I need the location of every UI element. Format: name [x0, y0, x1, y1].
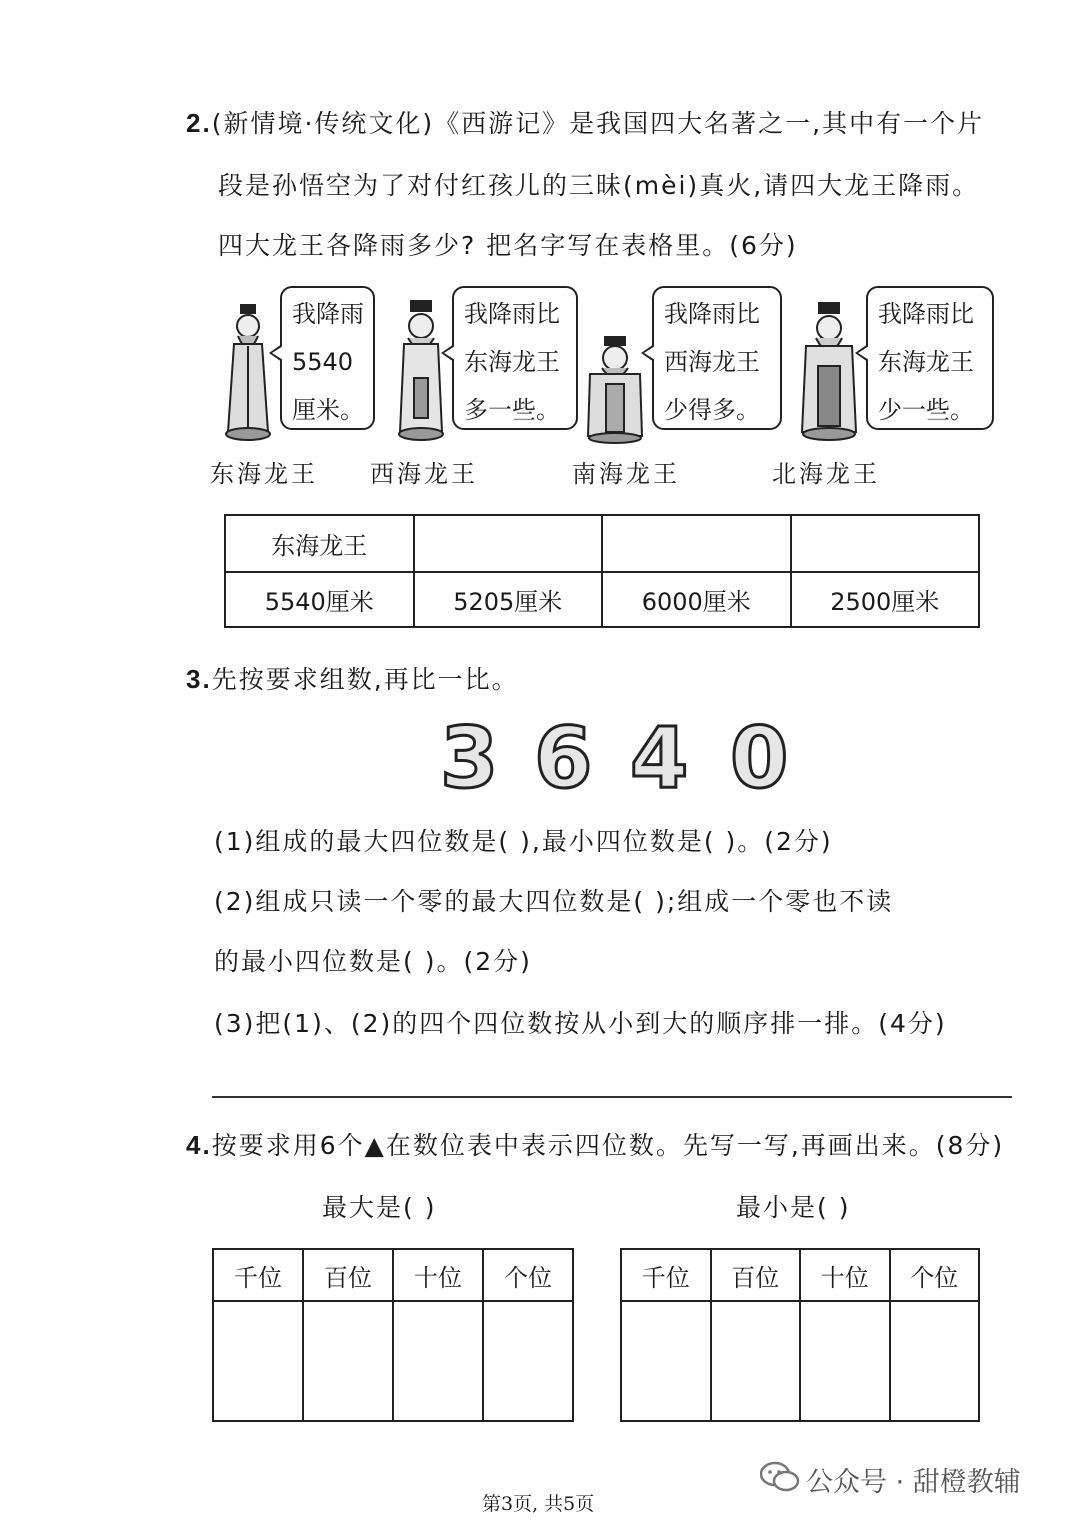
table-cell: 5205厘米	[414, 572, 603, 627]
south-king-speech-bubble: 我降雨比 西海龙王 少得多。	[652, 286, 782, 430]
q3-part2-line1: (2)组成只读一个零的最大四位数是( );组成一个零也不读	[214, 887, 894, 916]
header-thousands: 千位	[621, 1249, 711, 1301]
min-label: 最小是( )	[736, 1193, 851, 1222]
header-tens: 十位	[800, 1249, 890, 1301]
draw-cell[interactable]	[711, 1301, 801, 1421]
table-row	[621, 1301, 979, 1421]
draw-cell[interactable]	[213, 1301, 303, 1421]
table-row	[213, 1249, 573, 1301]
header-ones: 个位	[483, 1249, 573, 1301]
draw-cell[interactable]	[483, 1301, 573, 1421]
west-dragon-king-figure-icon	[394, 298, 450, 442]
table-cell: 5540厘米	[225, 572, 414, 627]
west-king-speech-bubble: 我降雨比 东海龙王 多一些。	[452, 286, 578, 430]
digit-card: 3	[440, 709, 499, 807]
place-value-table-max	[212, 1248, 574, 1422]
east-dragon-king-figure-icon	[222, 300, 278, 442]
place-value-table-min	[620, 1248, 980, 1422]
header-thousands: 千位	[213, 1249, 303, 1301]
answer-line[interactable]	[212, 1096, 1012, 1098]
draw-cell[interactable]	[393, 1301, 483, 1421]
q4-number: 4.	[186, 1130, 212, 1160]
watermark-text: 公众号 · 甜橙教辅	[806, 1467, 1021, 1498]
south-dragon-king-figure-icon	[584, 334, 646, 444]
q3-number: 3.	[186, 664, 212, 694]
answer-cell[interactable]	[414, 515, 603, 572]
digit-card: 6	[534, 709, 593, 807]
draw-cell[interactable]	[303, 1301, 393, 1421]
east-king-name: 东海龙王	[210, 460, 318, 488]
east-king-speech-bubble: 我降雨 5540 厘米。	[280, 286, 375, 430]
table-row	[621, 1249, 979, 1301]
table-cell: 2500厘米	[791, 572, 980, 627]
q2-line2: 段是孙悟空为了对付红孩儿的三昧(mèi)真火,请四大龙王降雨。	[218, 171, 980, 200]
max-label: 最大是( )	[322, 1193, 437, 1222]
rainfall-table	[224, 514, 980, 628]
draw-cell[interactable]	[621, 1301, 711, 1421]
draw-cell[interactable]	[800, 1301, 890, 1421]
q3-part2-line2: 的最小四位数是( )。(2分)	[214, 947, 532, 976]
north-king-speech-bubble: 我降雨比 东海龙王 少一些。	[866, 286, 994, 430]
q3-title: 3.先按要求组数,再比一比。	[186, 664, 519, 694]
table-cell: 东海龙王	[225, 515, 414, 572]
west-king-name: 西海龙王	[370, 460, 478, 488]
table-row	[225, 572, 979, 627]
south-king-name: 南海龙王	[572, 460, 680, 488]
answer-cell[interactable]	[602, 515, 791, 572]
q3-part1: (1)组成的最大四位数是( ),最小四位数是( )。(2分)	[214, 827, 833, 856]
q2-line1: 2.(新情境·传统文化)《西游记》是我国四大名著之一,其中有一个片	[186, 108, 985, 138]
digit-card: 0	[730, 709, 789, 807]
north-dragon-king-figure-icon	[798, 300, 860, 442]
table-row	[225, 515, 979, 572]
q2-line3: 四大龙王各降雨多少? 把名字写在表格里。(6分)	[218, 231, 798, 260]
q4-title: 4.按要求用6个▲在数位表中表示四位数。先写一写,再画出来。(8分)	[186, 1130, 1005, 1160]
table-row	[213, 1301, 573, 1421]
header-hundreds: 百位	[711, 1249, 801, 1301]
digit-card: 4	[630, 709, 689, 807]
header-tens: 十位	[393, 1249, 483, 1301]
table-cell: 6000厘米	[602, 572, 791, 627]
page-footer: 第3页, 共5页	[482, 1493, 595, 1515]
q3-part3: (3)把(1)、(2)的四个四位数按从小到大的顺序排一排。(4分)	[214, 1009, 947, 1038]
answer-cell[interactable]	[791, 515, 980, 572]
draw-cell[interactable]	[890, 1301, 980, 1421]
wechat-icon	[760, 1460, 800, 1494]
q2-number: 2.	[186, 108, 212, 138]
north-king-name: 北海龙王	[772, 460, 880, 488]
header-ones: 个位	[890, 1249, 980, 1301]
header-hundreds: 百位	[303, 1249, 393, 1301]
